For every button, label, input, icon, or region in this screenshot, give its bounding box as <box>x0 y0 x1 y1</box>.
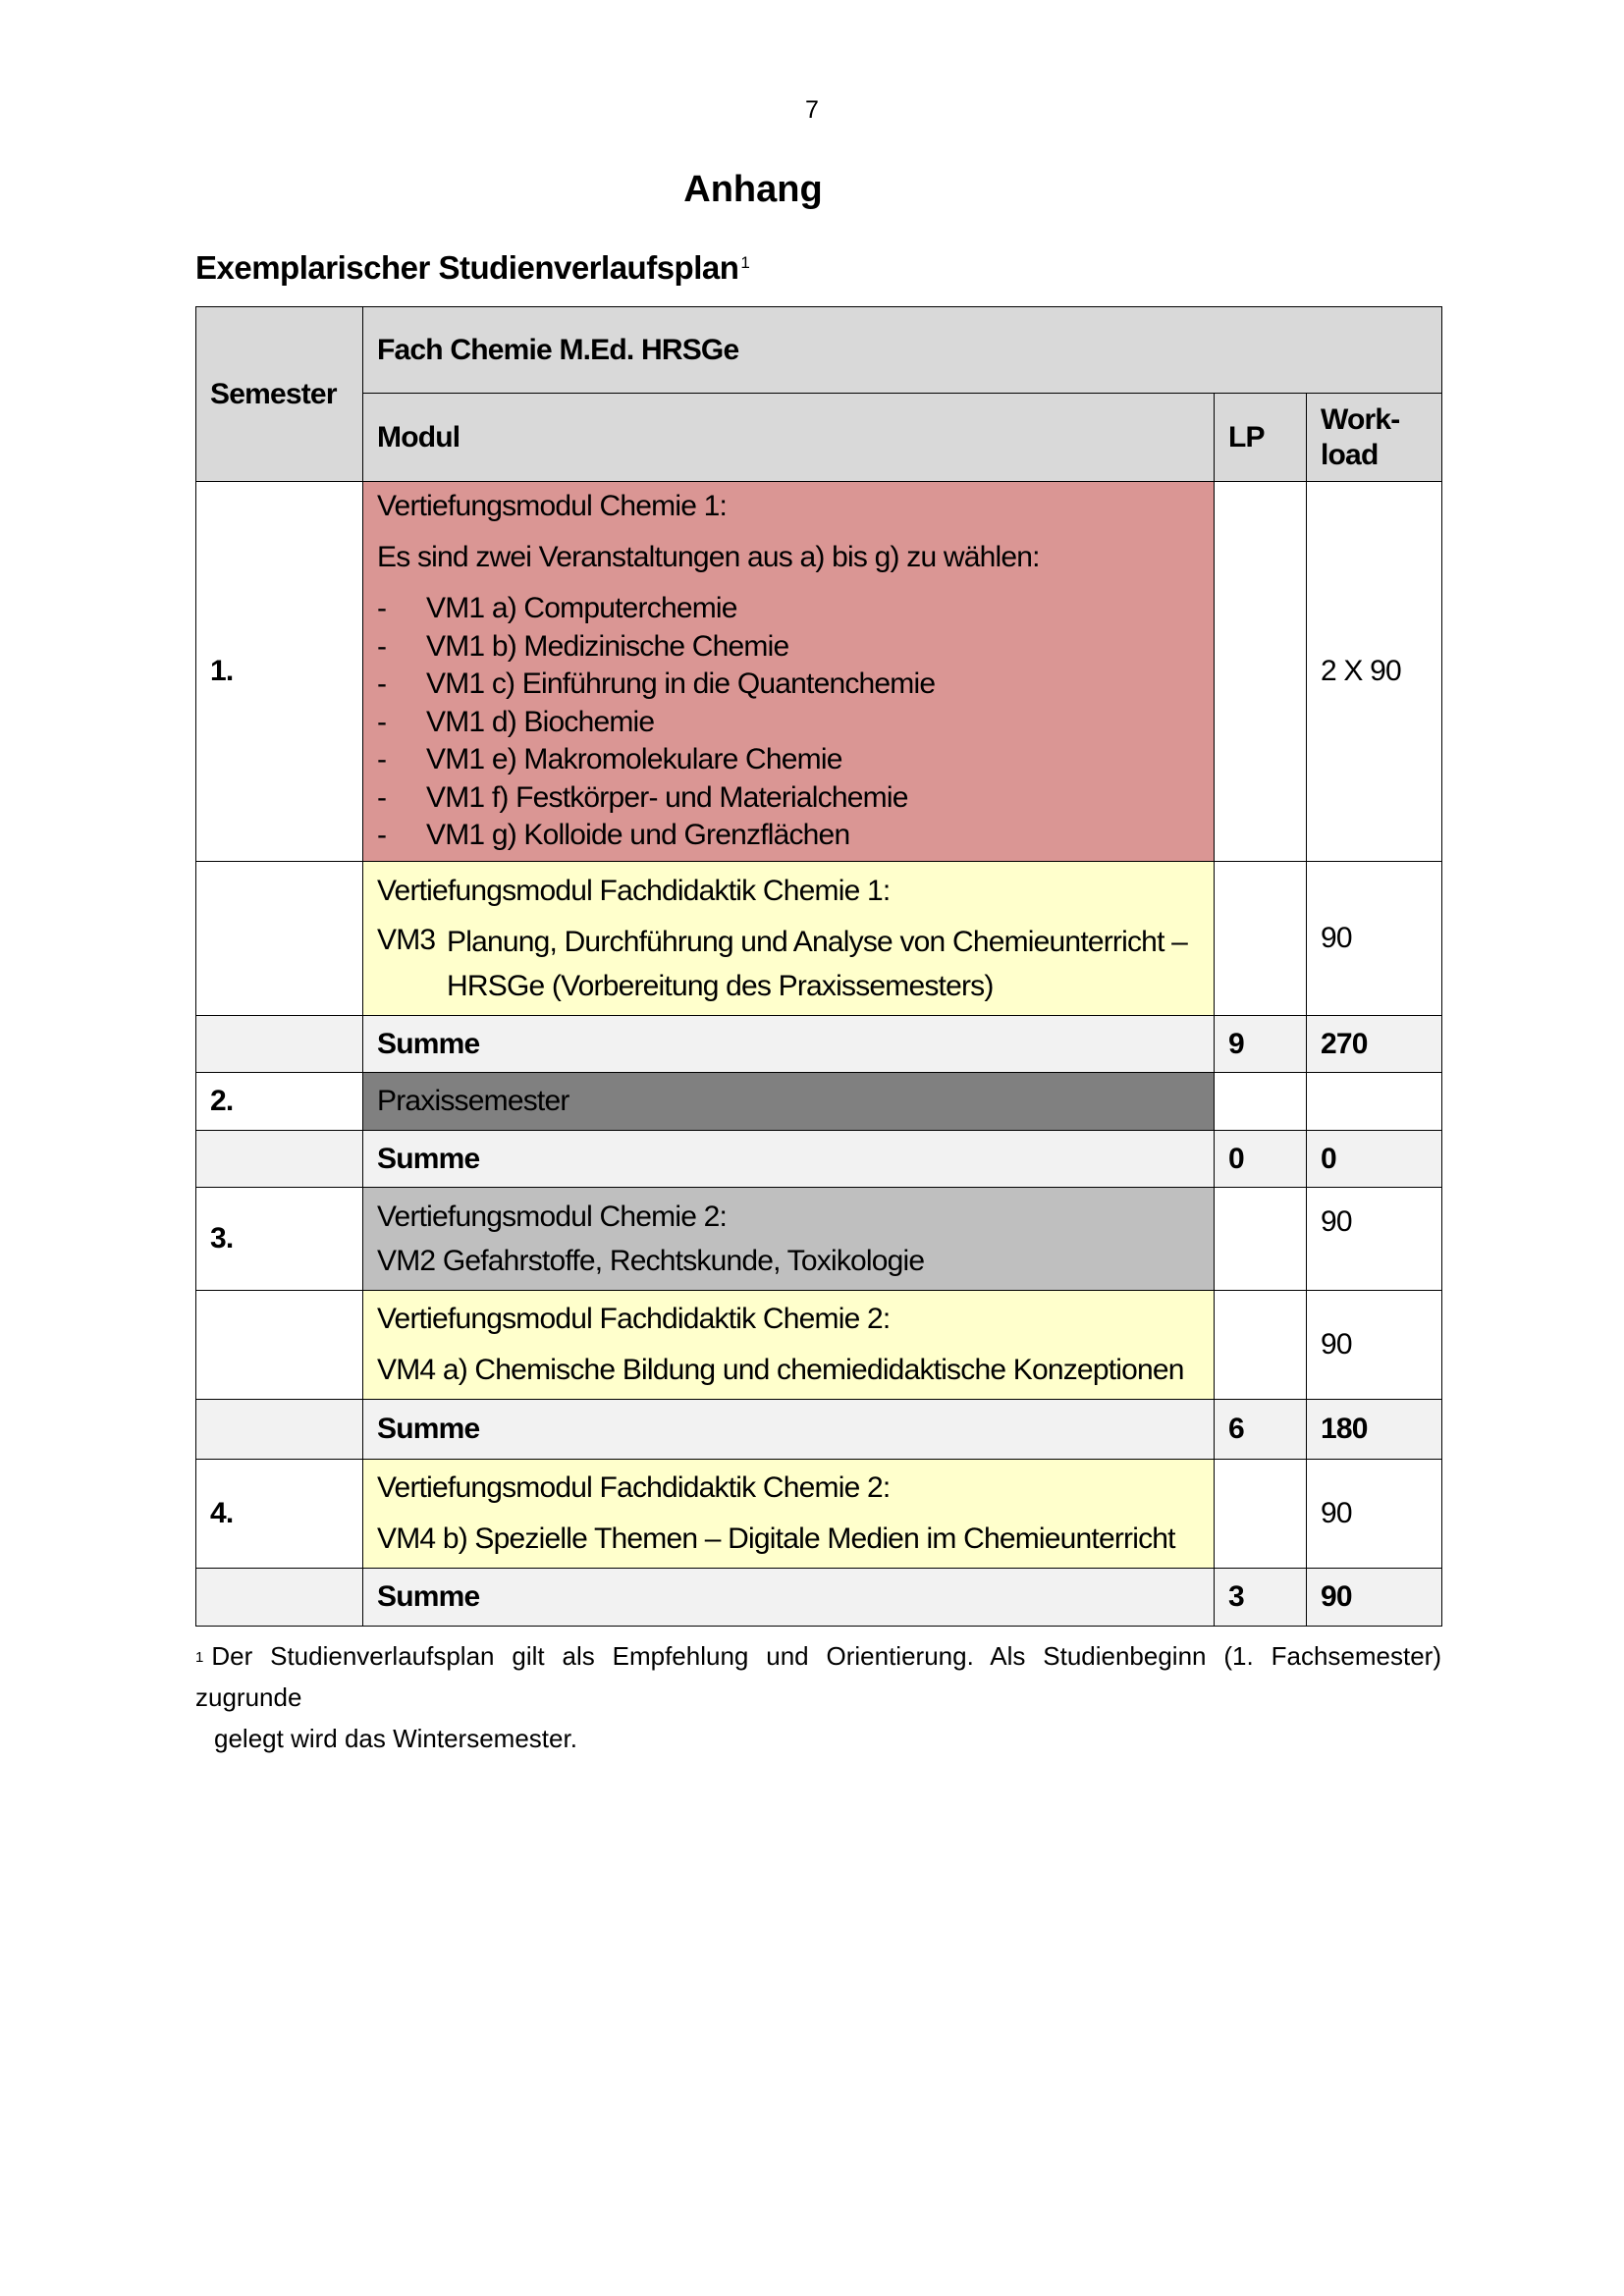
list-item <box>377 590 1200 628</box>
bullet-dash: - <box>377 705 387 738</box>
list-item <box>377 779 1200 818</box>
workload-cell: 90 <box>1307 862 1442 1016</box>
list-item <box>377 704 1200 742</box>
semester-label-empty <box>196 1016 363 1073</box>
lp-cell <box>1215 1291 1307 1400</box>
bullet-dash: - <box>377 667 387 700</box>
table-row <box>196 482 1442 862</box>
module-code: VM3 <box>377 923 436 956</box>
sum-row <box>196 1569 1442 1627</box>
module-cell-vm1 <box>363 482 1215 862</box>
footnote-line2: gelegt wird das Wintersemester. <box>214 1724 577 1753</box>
footnote-mark: 1 <box>195 1649 204 1666</box>
bullet-dash: - <box>377 743 387 775</box>
semester-label: 4. <box>196 1460 363 1569</box>
workload-cell: 90 <box>1307 1460 1442 1569</box>
header-workload <box>1307 394 1442 482</box>
bullet-dash: - <box>377 629 387 663</box>
header-row-2 <box>196 394 1442 482</box>
list-item-text: VM1 f) Festkörper- und Materialchemie <box>426 780 908 814</box>
semester-label-empty <box>196 1569 363 1627</box>
lp-cell <box>1215 482 1307 862</box>
header-lp: LP <box>1215 394 1307 482</box>
semester-label: 1. <box>196 482 363 862</box>
semester-label-empty <box>196 1291 363 1400</box>
sum-row <box>196 1016 1442 1073</box>
header-modul: Modul <box>363 394 1215 482</box>
sum-lp: 9 <box>1215 1016 1307 1073</box>
sum-label: Summe <box>363 1016 1215 1073</box>
lp-cell <box>1215 862 1307 1016</box>
list-item-text: VM1 g) Kolloide und Grenzflächen <box>426 819 850 851</box>
sum-workload: 0 <box>1307 1131 1442 1188</box>
header-semester: Semester <box>196 307 363 482</box>
sum-workload: 90 <box>1307 1569 1442 1627</box>
header-subject: Fach Chemie M.Ed. HRSGe <box>363 307 1442 394</box>
workload-cell: 2 X 90 <box>1307 482 1442 862</box>
workload-cell: 90 <box>1307 1188 1442 1291</box>
semester-label-empty <box>196 1131 363 1188</box>
list-item-text: VM1 b) Medizinische Chemie <box>426 629 789 663</box>
sum-workload: 180 <box>1307 1400 1442 1460</box>
list-item <box>377 666 1200 704</box>
list-item-text: VM1 c) Einführung in die Quantenchemie <box>426 667 936 700</box>
module-cell-vm4b <box>363 1460 1215 1569</box>
list-item <box>377 628 1200 667</box>
section-title-text: Exemplarischer Studienverlaufsplan <box>195 249 739 286</box>
workload-cell: 90 <box>1307 1291 1442 1400</box>
page-number: 7 <box>805 96 819 124</box>
module-title: Vertiefungsmodul Chemie 1: <box>377 490 728 522</box>
module-cell-vm2 <box>363 1188 1215 1291</box>
footnote <box>195 1635 1441 1759</box>
page-title: Anhang <box>683 169 823 210</box>
sum-label: Summe <box>363 1131 1215 1188</box>
module-detail-line1: Planung, Durchführung und Analyse von Chemieunterricht – <box>447 925 1188 958</box>
module-detail-line2: HRSGe (Vorbereitung des Praxissemesters) <box>447 969 994 1002</box>
module-title: Vertiefungsmodul Fachdidaktik Chemie 1: <box>377 874 891 907</box>
module-detail: VM4 a) Chemische Bildung und chemiedidaktische Konzeptionen <box>377 1354 1184 1386</box>
header-workload-line1: Work- <box>1321 402 1400 436</box>
footnote-line1 <box>195 1635 1441 1718</box>
module-detail <box>377 924 1200 1005</box>
module-intro: Es sind zwei Veranstaltungen aus a) bis g) zu wählen: <box>377 541 1040 573</box>
sum-row <box>196 1131 1442 1188</box>
semester-label-empty <box>196 862 363 1016</box>
module-list <box>377 590 1200 855</box>
list-item-text: VM1 e) Makromolekulare Chemie <box>426 743 842 775</box>
list-item <box>377 741 1200 779</box>
module-detail: VM4 b) Spezielle Themen – Digitale Medien im Chemieunterricht <box>377 1522 1175 1555</box>
lp-cell <box>1215 1188 1307 1291</box>
table-row <box>196 1073 1442 1131</box>
lp-cell <box>1215 1073 1307 1131</box>
table-row <box>196 862 1442 1016</box>
sum-row <box>196 1400 1442 1460</box>
sum-lp: 3 <box>1215 1569 1307 1627</box>
list-item <box>377 817 1200 855</box>
semester-label-empty <box>196 1400 363 1460</box>
sum-workload: 270 <box>1307 1016 1442 1073</box>
module-cell-praxissemester: Praxissemester <box>363 1073 1215 1131</box>
workload-cell <box>1307 1073 1442 1131</box>
module-title: Vertiefungsmodul Chemie 2: <box>377 1200 728 1233</box>
semester-label: 3. <box>196 1188 363 1291</box>
sum-label: Summe <box>363 1400 1215 1460</box>
module-detail: VM2 Gefahrstoffe, Rechtskunde, Toxikologie <box>377 1244 925 1277</box>
table-row <box>196 1188 1442 1291</box>
bullet-dash: - <box>377 780 387 814</box>
header-workload-line2: load <box>1321 438 1379 471</box>
semester-label: 2. <box>196 1073 363 1131</box>
section-title <box>195 249 749 287</box>
sum-lp: 0 <box>1215 1131 1307 1188</box>
footnote-mark: 1 <box>740 253 750 272</box>
table-row <box>196 1291 1442 1400</box>
module-cell-vm3 <box>363 862 1215 1016</box>
header-row-1 <box>196 307 1442 394</box>
sum-lp: 6 <box>1215 1400 1307 1460</box>
module-cell-vm4a <box>363 1291 1215 1400</box>
module-title: Vertiefungsmodul Fachdidaktik Chemie 2: <box>377 1303 891 1335</box>
module-title: Vertiefungsmodul Fachdidaktik Chemie 2: <box>377 1471 891 1504</box>
footnote-text: Der Studienverlaufsplan gilt als Empfehlung und Orientierung. Als Studienbeginn (1. Fachsemester) zugrunde <box>195 1641 1441 1712</box>
sum-label: Summe <box>363 1569 1215 1627</box>
list-item-text: VM1 a) Computerchemie <box>426 592 737 624</box>
table-row <box>196 1460 1442 1569</box>
bullet-dash: - <box>377 592 387 624</box>
list-item-text: VM1 d) Biochemie <box>426 705 655 738</box>
bullet-dash: - <box>377 819 387 851</box>
study-plan-table <box>195 306 1442 1627</box>
lp-cell <box>1215 1460 1307 1569</box>
